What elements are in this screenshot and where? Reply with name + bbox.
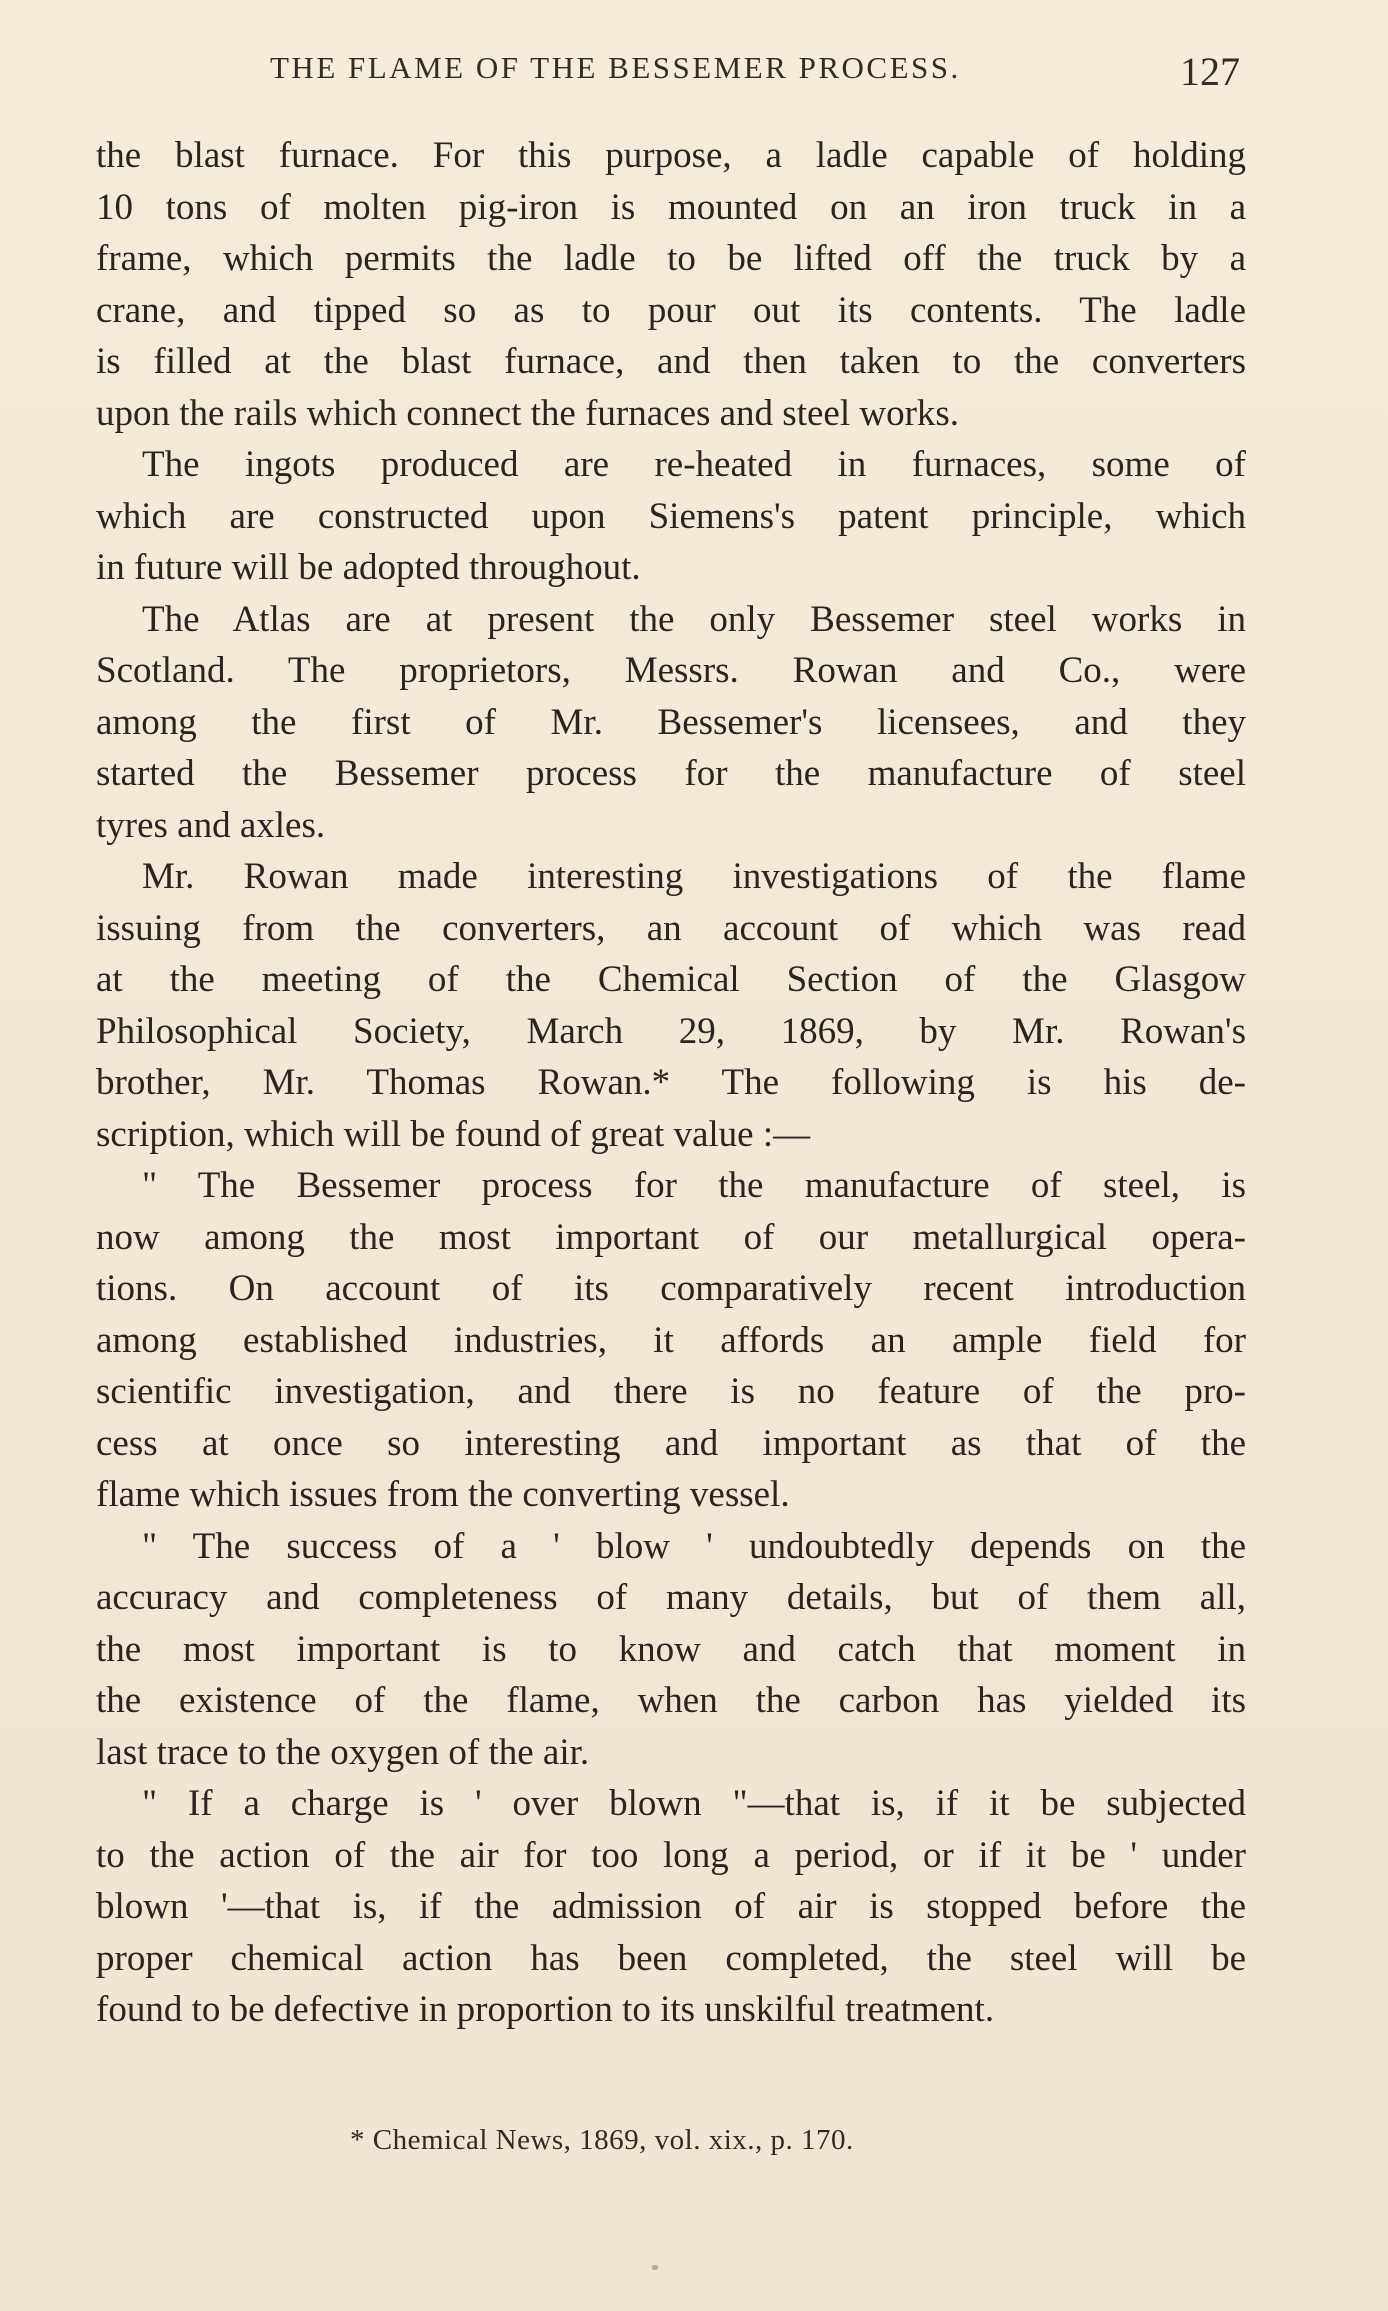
text-line: " The success of a ' blow ' undoubtedly depends on the: [142, 1525, 1246, 1567]
text-line: found to be defective in proportion to its unskilful treatment.: [96, 1989, 995, 2030]
text-line: the most important is to know and catch that moment in: [96, 1628, 1246, 1670]
text-line: in future will be adopted throughout.: [96, 547, 641, 588]
text-line: which are constructed upon Siemens's patent principle, which: [96, 495, 1246, 537]
text-line: among established industries, it affords an ample field for: [96, 1319, 1246, 1361]
text-line: The Atlas are at present the only Bessemer steel works in: [142, 598, 1246, 640]
text-line: the blast furnace. For this purpose, a ladle capable of holding: [96, 135, 1246, 176]
text-line: flame which issues from the converting vessel.: [96, 1474, 790, 1515]
text-line: Philosophical Society, March 29, 1869, by Mr. Rowan's: [96, 1010, 1246, 1052]
text-line: The ingots produced are re-heated in furnaces, some of: [142, 444, 1246, 485]
text-line: now among the most important of our metallurgical opera-: [96, 1216, 1246, 1258]
text-line: issuing from the converters, an account of which was read: [96, 907, 1246, 949]
text-line: Scotland. The proprietors, Messrs. Rowan and Co., were: [96, 650, 1246, 691]
text-line: started the Bessemer process for the manufacture of steel: [96, 753, 1246, 794]
text-line: " The Bessemer process for the manufacture of steel, is: [142, 1165, 1246, 1206]
text-line: scientific investigation, and there is no feature of the pro-: [96, 1371, 1246, 1412]
text-line: to the action of the air for too long a period, or if it be ' under: [96, 1834, 1246, 1876]
text-line: upon the rails which connect the furnaces and steel works.: [96, 392, 960, 434]
text-line: scription, which will be found of great value :—: [96, 1113, 811, 1155]
text-line: the existence of the flame, when the carbon has yielded its: [96, 1680, 1246, 1721]
text-line: among the first of Mr. Bessemer's licensees, and they: [96, 701, 1246, 743]
text-line: brother, Mr. Thomas Rowan.* The following is his de-: [96, 1062, 1246, 1103]
text-line: at the meeting of the Chemical Section of the Glasgow: [96, 959, 1246, 1000]
text-line: proper chemical action has been completed, the steel will be: [96, 1937, 1246, 1979]
text-line: 10 tons of molten pig-iron is mounted on an iron truck in a: [96, 186, 1246, 228]
footnote: * Chemical News, 1869, vol. xix., p. 170.: [350, 2124, 854, 2156]
text-line: is filled at the blast furnace, and then taken to the converters: [96, 341, 1246, 382]
body-text: [96, 130, 1246, 2036]
text-line: crane, and tipped so as to pour out its contents. The ladle: [96, 289, 1246, 331]
text-line: Mr. Rowan made interesting investigations of the flame: [142, 856, 1246, 897]
text-line: last trace to the oxygen of the air.: [96, 1731, 590, 1773]
text-line: frame, which permits the ladle to be lifted off the truck by a: [96, 238, 1246, 279]
text-line: blown '—that is, if the admission of air is stopped before the: [96, 1886, 1246, 1927]
text-line: " If a charge is ' over blown "—that is, if it be subjected: [142, 1783, 1246, 1824]
page-number: 127: [1180, 49, 1240, 94]
page-mark-dot: [652, 2265, 658, 2270]
text-line: cess at once so interesting and important as that of the: [96, 1422, 1246, 1464]
text-line: tyres and axles.: [96, 804, 326, 846]
text-line: tions. On account of its comparatively recent introduction: [96, 1268, 1246, 1309]
text-line: accuracy and completeness of many details, but of them all,: [96, 1577, 1246, 1618]
running-title: THE FLAME OF THE BESSEMER PROCESS.: [270, 50, 961, 85]
